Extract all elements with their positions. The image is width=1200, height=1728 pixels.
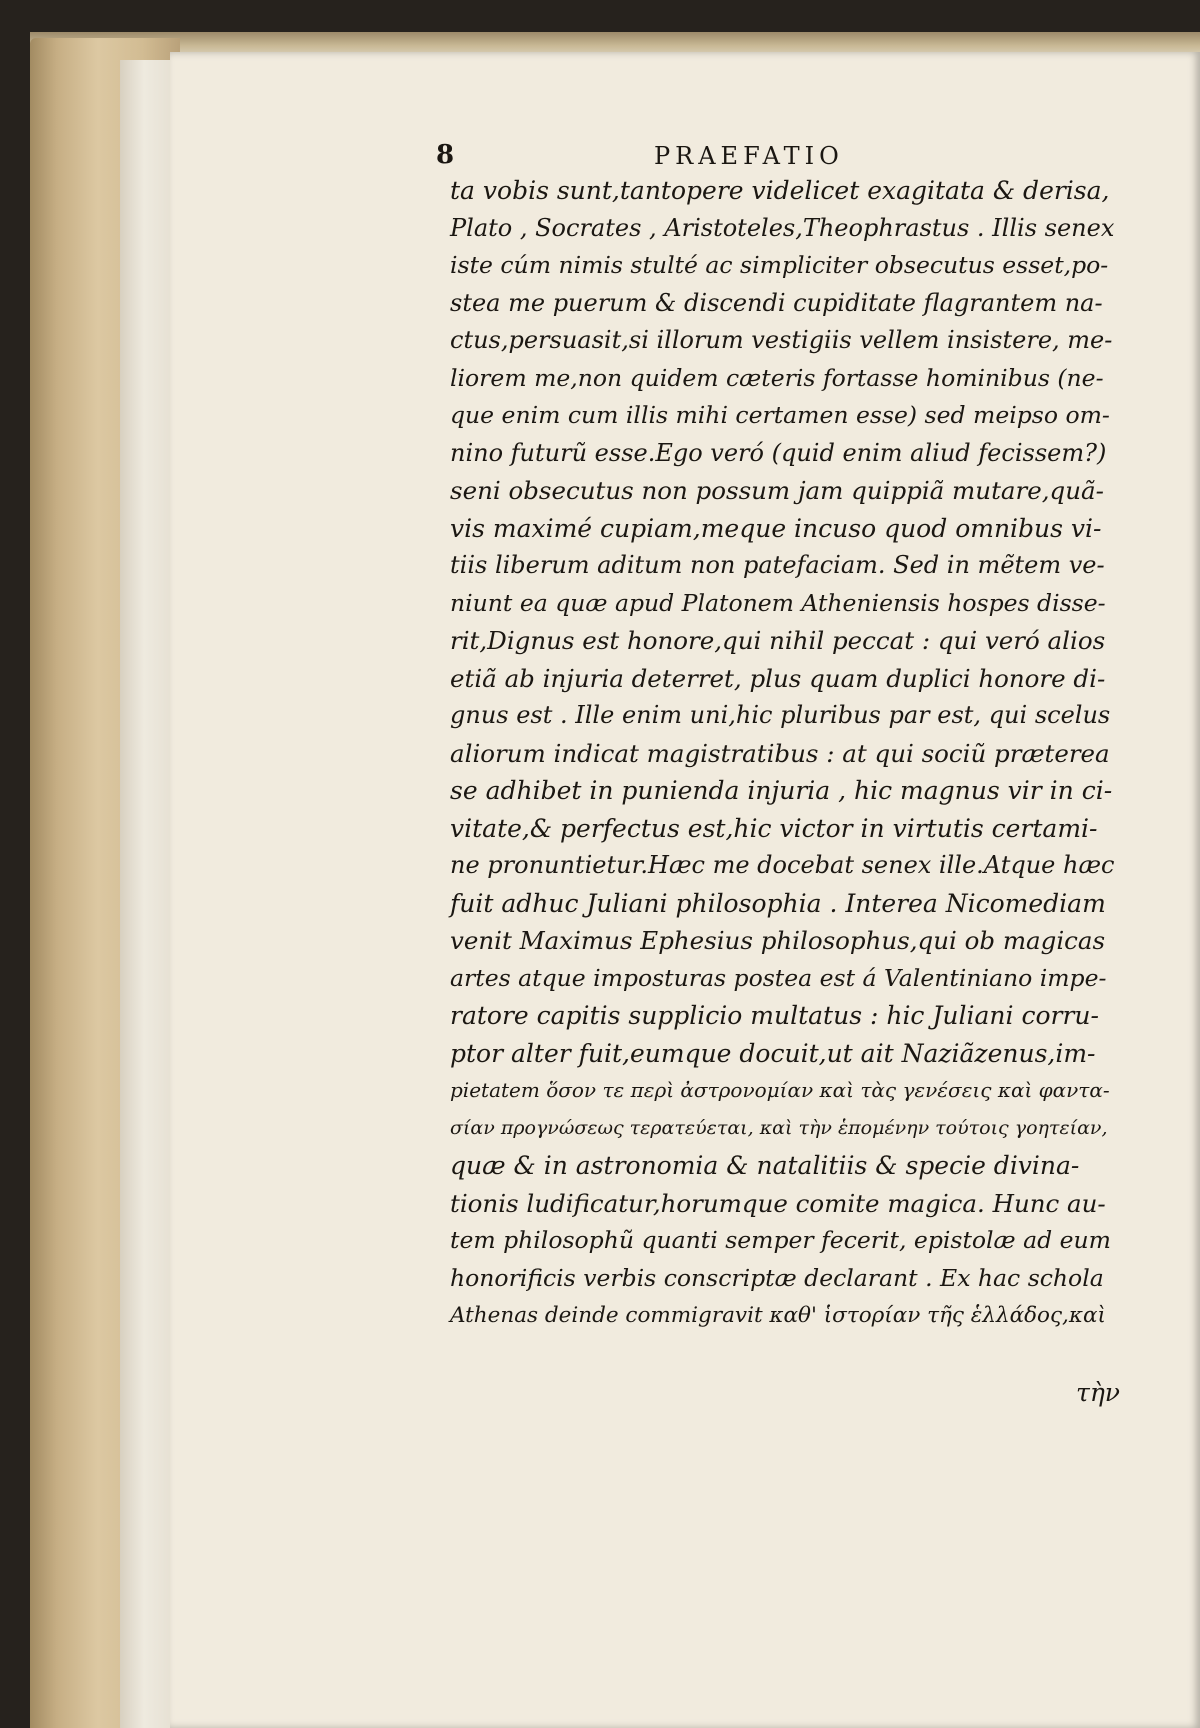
text-line: vitate,& perfectus est,hic victor in virtutis certami-	[450, 813, 1098, 843]
text-line: se adhibet in punienda injuria , hic magnus vir in ci-	[450, 776, 1113, 805]
text-line: tionis ludificatur,horumque comite magica. Hunc au-	[450, 1188, 1106, 1218]
text-line: quæ & in astronomia & natalitiis & specie divina-	[450, 1151, 1080, 1180]
text-line: tiis liberum aditum non patefaciam. Sed in mẽtem ve-	[450, 551, 1105, 579]
book-top-edge	[30, 32, 1200, 54]
running-head: PRAEFATIO	[654, 142, 844, 170]
text-line-greek: σίαν προγνώσεως τερατεύεται, καὶ τὴν ἑπομένην τούτοις γοητείαν,	[450, 1116, 1108, 1139]
text-line: ne pronuntietur.Hæc me docebat senex ille.Atque hæc	[450, 851, 1115, 879]
text-line: liorem me,non quidem cæteris fortasse hominibus (ne-	[450, 363, 1104, 392]
text-line: Plato , Socrates , Aristoteles,Theophrastus . Illis senex	[450, 213, 1115, 242]
text-line: stea me puerum & discendi cupiditate flagrantem na-	[450, 288, 1103, 317]
text-line: ctus,persuasit,si illorum vestigiis vellem insistere, me-	[450, 326, 1113, 354]
text-line: fuit adhuc Juliani philosophia . Interea Nicomediam	[450, 888, 1106, 918]
text-line: que enim cum illis mihi certamen esse) sed meipso om-	[450, 401, 1110, 429]
page-header	[436, 140, 1116, 176]
text-line: nino futurũ esse.Ego veró (quid enim aliud fecissem?)	[450, 438, 1107, 467]
text-line: ratore capitis supplicio multatus : hic Juliani corru-	[450, 1001, 1099, 1030]
text-line: ta vobis sunt,tantopere videlicet exagitata & derisa,	[450, 176, 1110, 205]
text-line: gnus est . Ille enim uni,hic pluribus par est, qui scelus	[450, 701, 1111, 729]
text-line: seni obsecutus non possum jam quippiã mutare,quã-	[450, 476, 1104, 505]
text-line: etiã ab injuria deterret, plus quam duplici honore di-	[450, 663, 1106, 693]
catchword: τὴν	[1076, 1378, 1121, 1407]
page-number: 8	[436, 140, 455, 170]
body-text	[450, 172, 1115, 1335]
text-line-greek: pietatem ὅσον τε περὶ ἀστρονομίαν καὶ τὰς γενέσεις καὶ φαντα-	[450, 1078, 1110, 1102]
text-line: iste cúm nimis stulté ac simpliciter obsecutus esset,po-	[450, 251, 1109, 279]
text-line: artes atque imposturas postea est á Valentiniano impe-	[450, 963, 1107, 992]
text-line: Athenas deinde commigravit καθ' ἱστορίαν τῆς ἑλλάδος,καὶ	[450, 1303, 1106, 1328]
text-line: tem philosophũ quanti semper fecerit, epistolæ ad eum	[450, 1226, 1111, 1254]
text-line: aliorum indicat magistratibus : at qui sociũ præterea	[450, 738, 1110, 768]
text-line: ptor alter fuit,eumque docuit,ut ait Naziãzenus,im-	[450, 1038, 1096, 1068]
text-line: niunt ea quæ apud Platonem Atheniensis hospes disse-	[450, 588, 1106, 617]
text-line: vis maximé cupiam,meque incuso quod omnibus vi-	[450, 513, 1102, 543]
text-line: honorificis verbis conscriptæ declarant . Ex hac schola	[450, 1263, 1104, 1292]
text-line: venit Maximus Ephesius philosophus,qui ob magicas	[450, 926, 1106, 955]
text-line: rit,Dignus est honore,qui nihil peccat : qui veró alios	[450, 626, 1106, 655]
